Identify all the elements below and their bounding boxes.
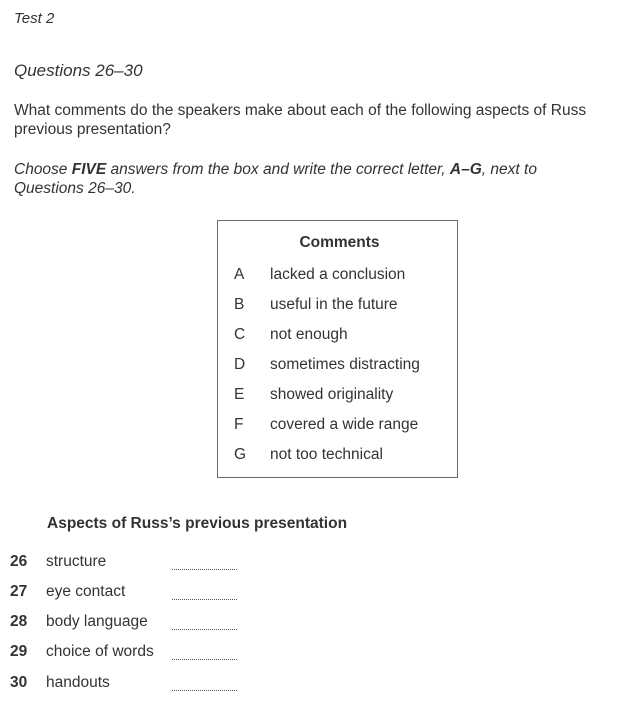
aspect-question xyxy=(0,643,300,665)
comment-text: useful in the future xyxy=(270,296,398,313)
comment-option xyxy=(218,266,457,288)
instruction-part-1: Choose xyxy=(14,161,72,178)
comment-letter: C xyxy=(234,326,246,343)
aspect-question xyxy=(0,613,300,635)
comment-letter: D xyxy=(234,356,246,373)
comment-text: not enough xyxy=(270,326,348,343)
comments-title: Comments xyxy=(299,234,380,251)
comments-box xyxy=(217,220,458,478)
comment-option xyxy=(218,416,457,438)
instruction-line-1 xyxy=(14,160,537,179)
comment-text: not too technical xyxy=(270,446,383,463)
question-number: 28 xyxy=(10,613,28,630)
aspect-question xyxy=(0,674,300,696)
prompt-line-1: What comments do the speakers make about each of the following aspects of Russ xyxy=(14,102,587,119)
comment-text: sometimes distracting xyxy=(270,356,420,373)
instruction-bold-range: A–G xyxy=(449,161,482,178)
comment-option xyxy=(218,386,457,408)
aspects-heading: Aspects of Russ’s previous presentation xyxy=(47,515,348,532)
aspect-text: handouts xyxy=(46,674,110,691)
aspect-text: choice of words xyxy=(46,643,154,660)
instruction-part-3: , next to xyxy=(481,161,537,178)
instruction-bold-five: FIVE xyxy=(71,161,107,178)
questions-heading: Questions 26–30 xyxy=(14,61,143,80)
question-number: 27 xyxy=(10,583,28,600)
comment-option xyxy=(218,356,457,378)
aspect-text: structure xyxy=(46,553,107,570)
answer-blank[interactable] xyxy=(172,568,237,570)
test-label: Test 2 xyxy=(14,10,55,27)
instruction-part-2: answers from the box and write the correct letter, xyxy=(106,161,450,178)
comment-letter: F xyxy=(234,416,244,433)
answer-blank[interactable] xyxy=(172,628,237,630)
comment-text: showed originality xyxy=(270,386,394,403)
comment-option xyxy=(218,296,457,318)
answer-blank[interactable] xyxy=(172,598,237,600)
question-number: 29 xyxy=(10,643,28,660)
aspect-question xyxy=(0,553,300,575)
comment-letter: A xyxy=(234,266,245,283)
aspect-question xyxy=(0,583,300,605)
answer-blank[interactable] xyxy=(172,658,237,660)
aspect-text: body language xyxy=(46,613,148,630)
question-prompt xyxy=(14,101,626,139)
comment-letter: B xyxy=(234,296,245,313)
prompt-line-2: previous presentation? xyxy=(14,121,171,138)
question-number: 30 xyxy=(10,674,28,691)
instruction xyxy=(14,160,537,198)
question-number: 26 xyxy=(10,553,28,570)
answer-blank[interactable] xyxy=(172,689,237,691)
instruction-line-2: Questions 26–30. xyxy=(14,180,136,197)
aspect-text: eye contact xyxy=(46,583,126,600)
comment-text: lacked a conclusion xyxy=(270,266,406,283)
comment-option xyxy=(218,446,457,468)
comment-option xyxy=(218,326,457,348)
comment-text: covered a wide range xyxy=(270,416,419,433)
comment-letter: E xyxy=(234,386,245,403)
comment-letter: G xyxy=(234,446,247,463)
